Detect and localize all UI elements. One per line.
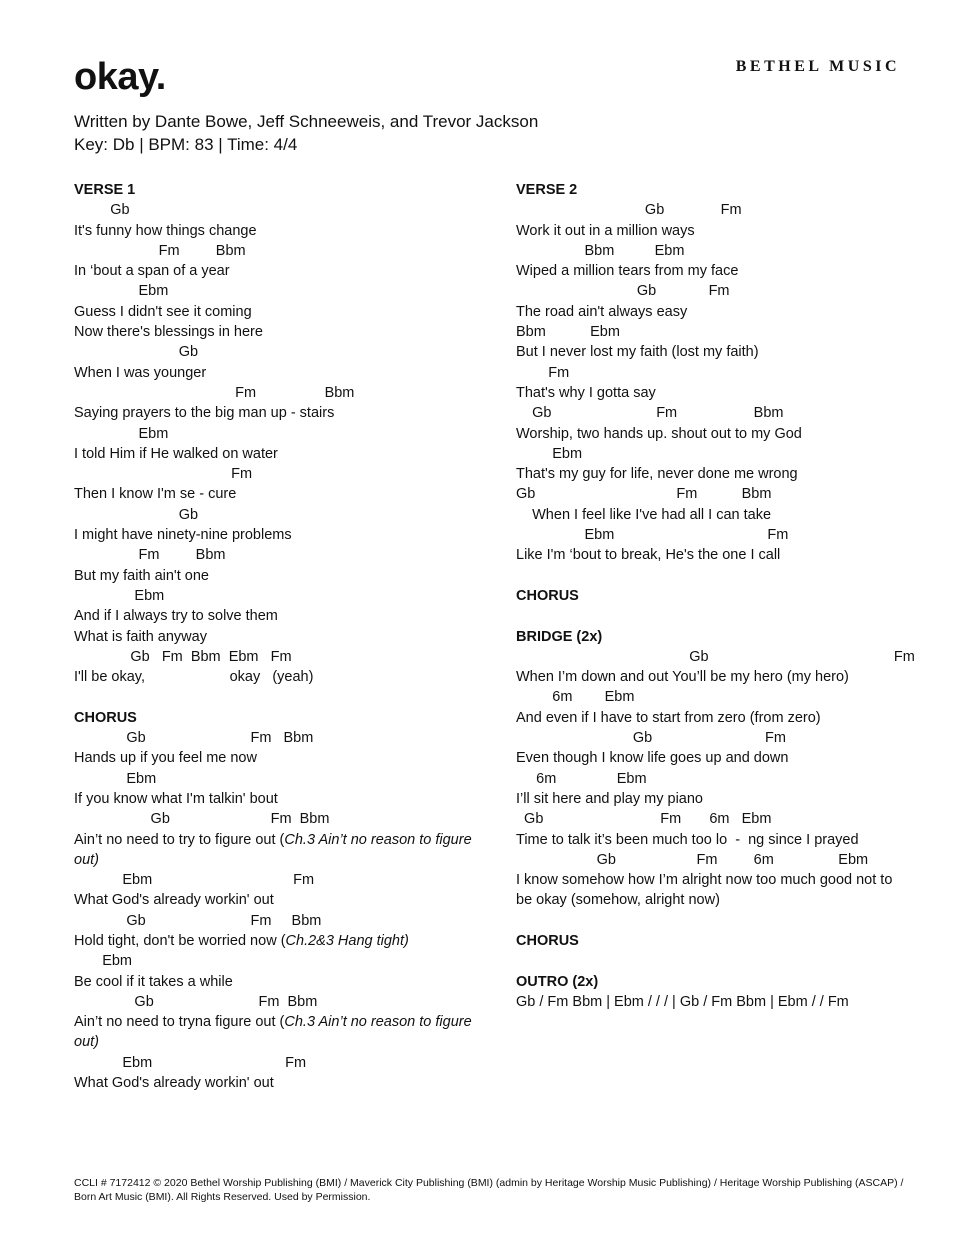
lyric-line: What God's already workin' out — [74, 1075, 274, 1092]
chord-line: Gb Fm Bbm — [516, 486, 772, 503]
lyric-line: Then I know I'm se - cure — [74, 486, 237, 503]
key-bpm-time: Key: Db | BPM: 83 | Time: 4/4 — [74, 135, 298, 154]
chorus-reference — [516, 931, 908, 951]
lyric-line: I know somehow how I’m alright now too much good not to be okay (somehow, alright now) — [516, 872, 897, 909]
outro-section — [516, 972, 908, 1013]
copyright-footer: CCLI # 7172412 © 2020 Bethel Worship Publishing (BMI) / Maverick City Publishing (BMI) (admin by Heritage Worship Music Publishing) / Heritage Worship Publishing (ASCAP) / Born Art Music (BMI). All Rights Reserved. Used by Permission. — [74, 1177, 904, 1203]
chord-line: Fm — [516, 364, 570, 381]
lyric-line: I'll be okay, okay (yeah) — [74, 669, 314, 686]
lyric-line: That's my guy for life, never done me wrong — [516, 466, 798, 483]
chord-line: Gb — [74, 202, 130, 219]
section-heading: CHORUS — [516, 932, 579, 949]
chord-line: Fm Bbm — [74, 547, 226, 564]
chorus-variation-note: Ch.2&3 Hang tight) — [285, 932, 409, 949]
lyric-line: Wiped a million tears from my face — [516, 263, 739, 280]
lyric-line: In ‘bout a span of a year — [74, 263, 230, 280]
lyric-line: Be cool if it takes a while — [74, 973, 233, 990]
chord-line: 6m Ebm — [516, 770, 647, 787]
chorus-variation-note: Ch.3 Ain’t no reason to figure out) — [74, 1014, 476, 1051]
lyric-line: That's why I gotta say — [516, 384, 656, 401]
chord-line: Bbm Ebm — [516, 324, 620, 341]
lyric-line: Time to talk it’s been much too lo - ng since I prayed — [516, 831, 859, 848]
chord-line: Ebm — [74, 283, 169, 300]
lyric-line: Now there's blessings in here — [74, 324, 263, 341]
section-heading: OUTRO (2x) — [516, 973, 599, 990]
lyric-line: I’ll sit here and play my piano — [516, 790, 703, 807]
chord-line: Ebm Fm — [74, 1054, 307, 1071]
lyric-line: But my faith ain't one — [74, 567, 209, 584]
lyric-line: Guess I didn't see it coming — [74, 303, 252, 320]
lyric-line: I might have ninety-nine problems — [74, 527, 292, 544]
chorus-lines-c — [74, 951, 474, 1012]
chord-line: Gb Fm — [516, 202, 742, 219]
chord-line: Fm — [74, 466, 253, 483]
lyric-line: When I was younger — [74, 364, 207, 381]
chord-line: Gb Fm 6m Ebm — [516, 811, 772, 828]
chorus-lines-d — [74, 1053, 474, 1094]
lyric-line: Hands up if you feel me now — [74, 750, 257, 767]
lyric-line: When I feel like I've had all I can take — [516, 506, 772, 523]
lyric-text: Ain’t no need to tryna figure out ( — [74, 1014, 285, 1031]
section-heading: BRIDGE (2x) — [516, 628, 603, 645]
outro-chord-line: Gb / Fm Bbm | Ebm / / / | Gb / Fm Bbm | Ebm / / Fm — [516, 993, 849, 1010]
left-column — [74, 180, 474, 1114]
chord-line: Gb Fm Bbm — [74, 912, 322, 929]
lyric-line: Worship, two hands up. shout out to my God — [516, 425, 802, 442]
lyric-line-with-note — [74, 830, 474, 871]
lyric-line: Like I'm ‘bout to break, He's the one I call — [516, 547, 781, 564]
section-heading: CHORUS — [516, 587, 579, 604]
section-heading: VERSE 1 — [74, 182, 136, 198]
lyric-line: The road ain't always easy — [516, 303, 688, 320]
publisher-logo: BETHEL MUSIC — [735, 58, 900, 75]
right-column — [516, 180, 915, 1032]
chord-line: Gb Fm — [516, 648, 915, 665]
lyric-line: Saying prayers to the big man up - stairs — [74, 405, 335, 422]
chord-line: Ebm — [74, 953, 133, 970]
chord-line: Gb Fm Bbm — [516, 405, 784, 422]
chord-line: Gb Fm Bbm — [74, 730, 314, 747]
lyric-line: When I’m down and out You’ll be my hero (my hero) — [516, 669, 849, 686]
chord-line: Gb — [74, 506, 199, 523]
lyric-text: Hold tight, don't be worried now ( — [74, 932, 286, 949]
lyric-line: What is faith anyway — [74, 628, 207, 645]
lyric-line: If you know what I'm talkin' bout — [74, 790, 278, 807]
chord-line: Gb Fm — [516, 283, 730, 300]
chord-line: Gb — [74, 344, 199, 361]
lyric-line: And if I always try to solve them — [74, 608, 278, 625]
chord-line: Fm Bbm — [74, 242, 246, 259]
chord-line: Ebm — [74, 587, 165, 604]
bridge-section — [516, 627, 915, 911]
lyric-line: And even if I have to start from zero (from zero) — [516, 709, 821, 726]
lyric-line: It's funny how things change — [74, 222, 257, 239]
lyric-line: What God's already workin' out — [74, 892, 274, 909]
lyric-line: Work it out in a million ways — [516, 222, 695, 239]
chord-line: Gb Fm Bbm — [74, 811, 330, 828]
chord-line: 6m Ebm — [516, 689, 635, 706]
chord-line: Bbm Ebm — [516, 242, 685, 259]
song-title: okay. — [74, 56, 166, 98]
chord-line: Ebm — [74, 770, 157, 787]
song-meta — [74, 110, 538, 156]
lyric-line: But I never lost my faith (lost my faith) — [516, 344, 759, 361]
lyric-line-with-note — [74, 931, 474, 951]
verse-2-section — [516, 180, 908, 566]
chorus-variation-note: Ch.3 Ain’t no reason to figure out) — [74, 831, 476, 868]
lyric-text: Ain’t no need to try to figure out ( — [74, 831, 285, 848]
lyric-line: I told Him if He walked on water — [74, 445, 278, 462]
section-heading: VERSE 2 — [516, 182, 578, 198]
bridge-lines — [516, 647, 915, 870]
chord-line: Ebm Fm — [74, 872, 315, 889]
lyric-line-with-note — [74, 1012, 474, 1053]
lyric-line: Even though I know life goes up and down — [516, 750, 789, 767]
chorus-lines-b — [74, 870, 474, 931]
chord-line: Gb Fm Bbm — [74, 993, 318, 1010]
chord-line: Gb Fm 6m Ebm — [516, 851, 869, 868]
verse-1-section — [74, 180, 474, 687]
chorus-reference — [516, 586, 908, 606]
chord-line: Gb Fm — [516, 730, 786, 747]
chord-line: Ebm — [74, 425, 169, 442]
chorus-section — [74, 708, 474, 1094]
writers-credit: Written by Dante Bowe, Jeff Schneeweis, and Trevor Jackson — [74, 112, 539, 131]
chord-line: Fm Bbm — [74, 384, 355, 401]
chorus-lines-a — [74, 728, 474, 829]
chord-line: Ebm Fm — [516, 527, 789, 544]
chord-line: Gb Fm Bbm Ebm Fm — [74, 648, 292, 665]
section-heading: CHORUS — [74, 709, 137, 726]
chord-line: Ebm — [516, 445, 583, 462]
